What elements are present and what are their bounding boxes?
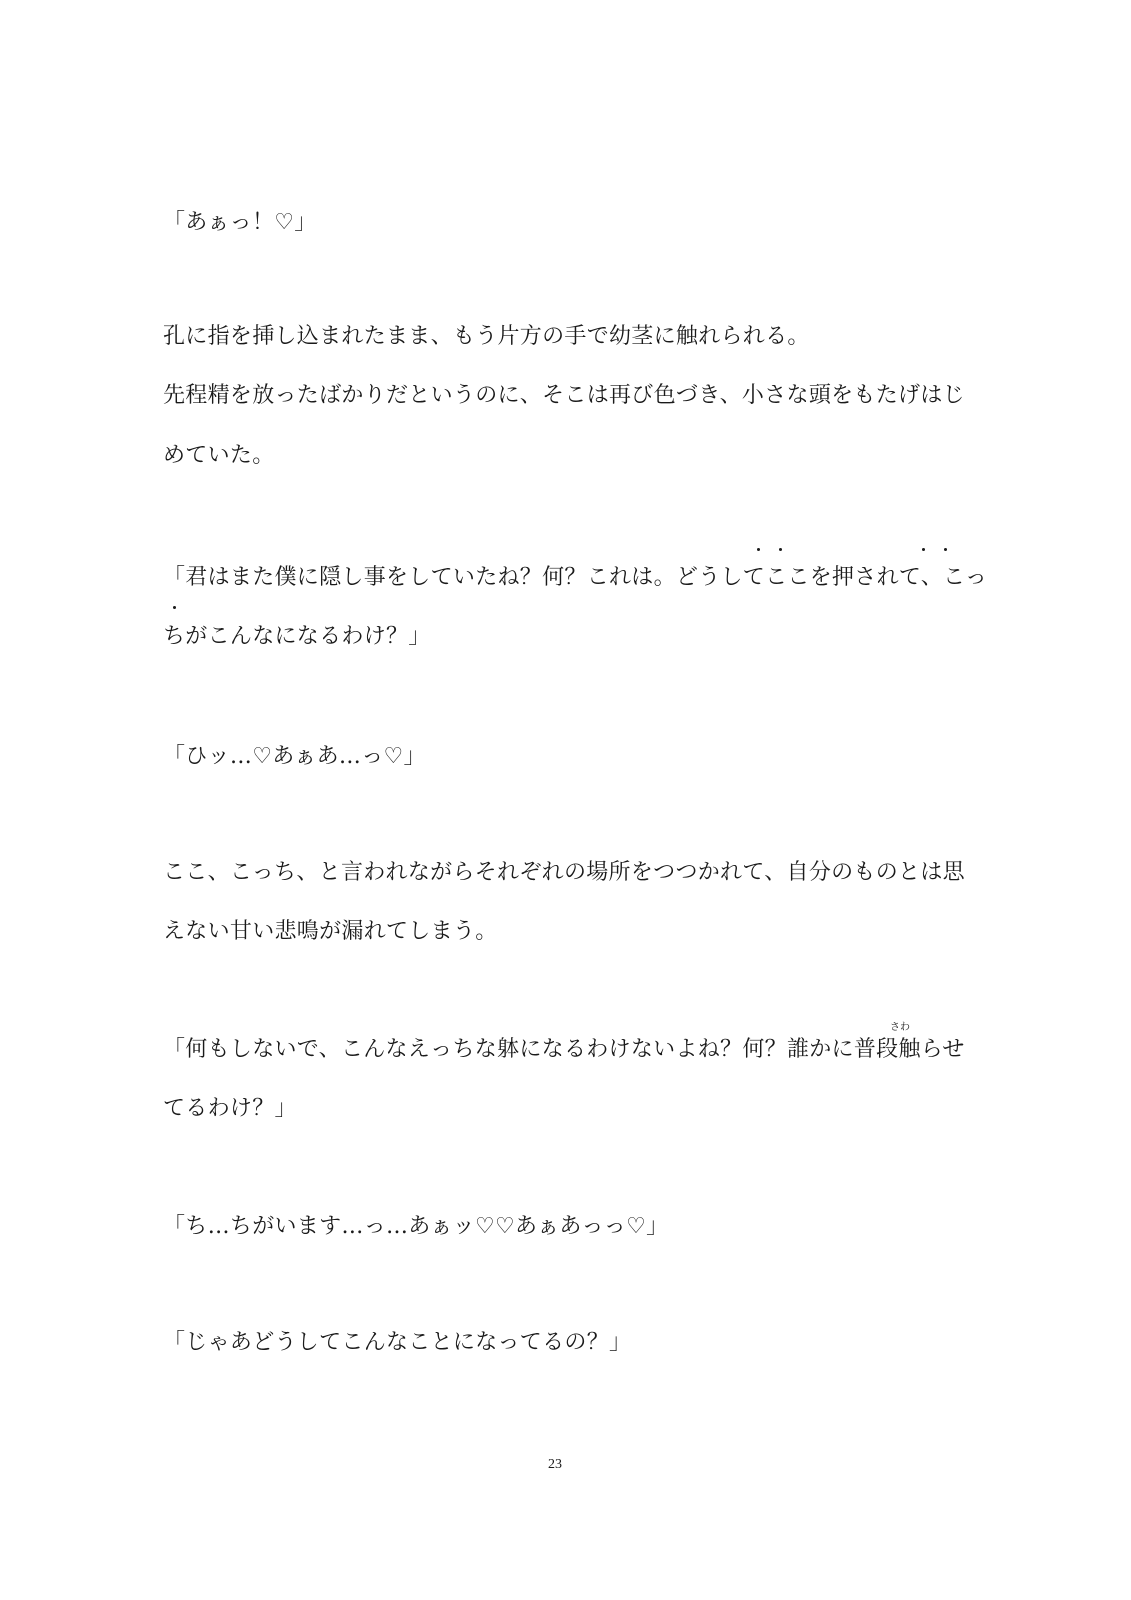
emphasis-dot — [757, 548, 760, 551]
text-line-7: 「ひッ…♡あぁあ…っ♡」 — [163, 744, 426, 769]
text-line-2: 孔に指を挿し込まれたまま、もう片方の手で幼茎に触れられる。 — [163, 324, 810, 349]
text-line-5: 「君はまた僕に隠し事をしていたね？何？これは。どうしてここを押されて、こっ — [163, 565, 988, 590]
text-line-8: ここ、こっち、と言われながらそれぞれの場所をつつかれて、自分のものとは思 — [163, 860, 965, 885]
ruby-text: さわ — [890, 1022, 910, 1033]
text-line-13: 「じゃあどうしてこんなことになってるの？」 — [163, 1330, 632, 1355]
text-line-11: てるわけ？」 — [163, 1096, 297, 1121]
text-line-3: 先程精を放ったばかりだというのに、そこは再び色づき、小さな頭をもたげはじ — [163, 383, 965, 408]
emphasis-dot — [779, 548, 782, 551]
text-line-1: 「あぁっ！♡」 — [163, 210, 317, 235]
page-number: 23 — [548, 1457, 562, 1472]
text-line-9: えない甘い悲鳴が漏れてしまう。 — [163, 919, 498, 944]
text-line-6: ちがこんなになるわけ？」 — [163, 624, 431, 649]
emphasis-dot — [944, 548, 947, 551]
text-line-10: 「何もしないで、こんなえっちな躰になるわけないよね？何？誰かに普段触らせ — [163, 1037, 965, 1062]
text-line-4: めていた。 — [163, 443, 275, 468]
emphasis-dot — [922, 548, 925, 551]
text-line-12: 「ち…ちがいます…っ…あぁッ♡♡あぁあっっ♡」 — [163, 1214, 669, 1239]
emphasis-dot — [173, 606, 176, 609]
